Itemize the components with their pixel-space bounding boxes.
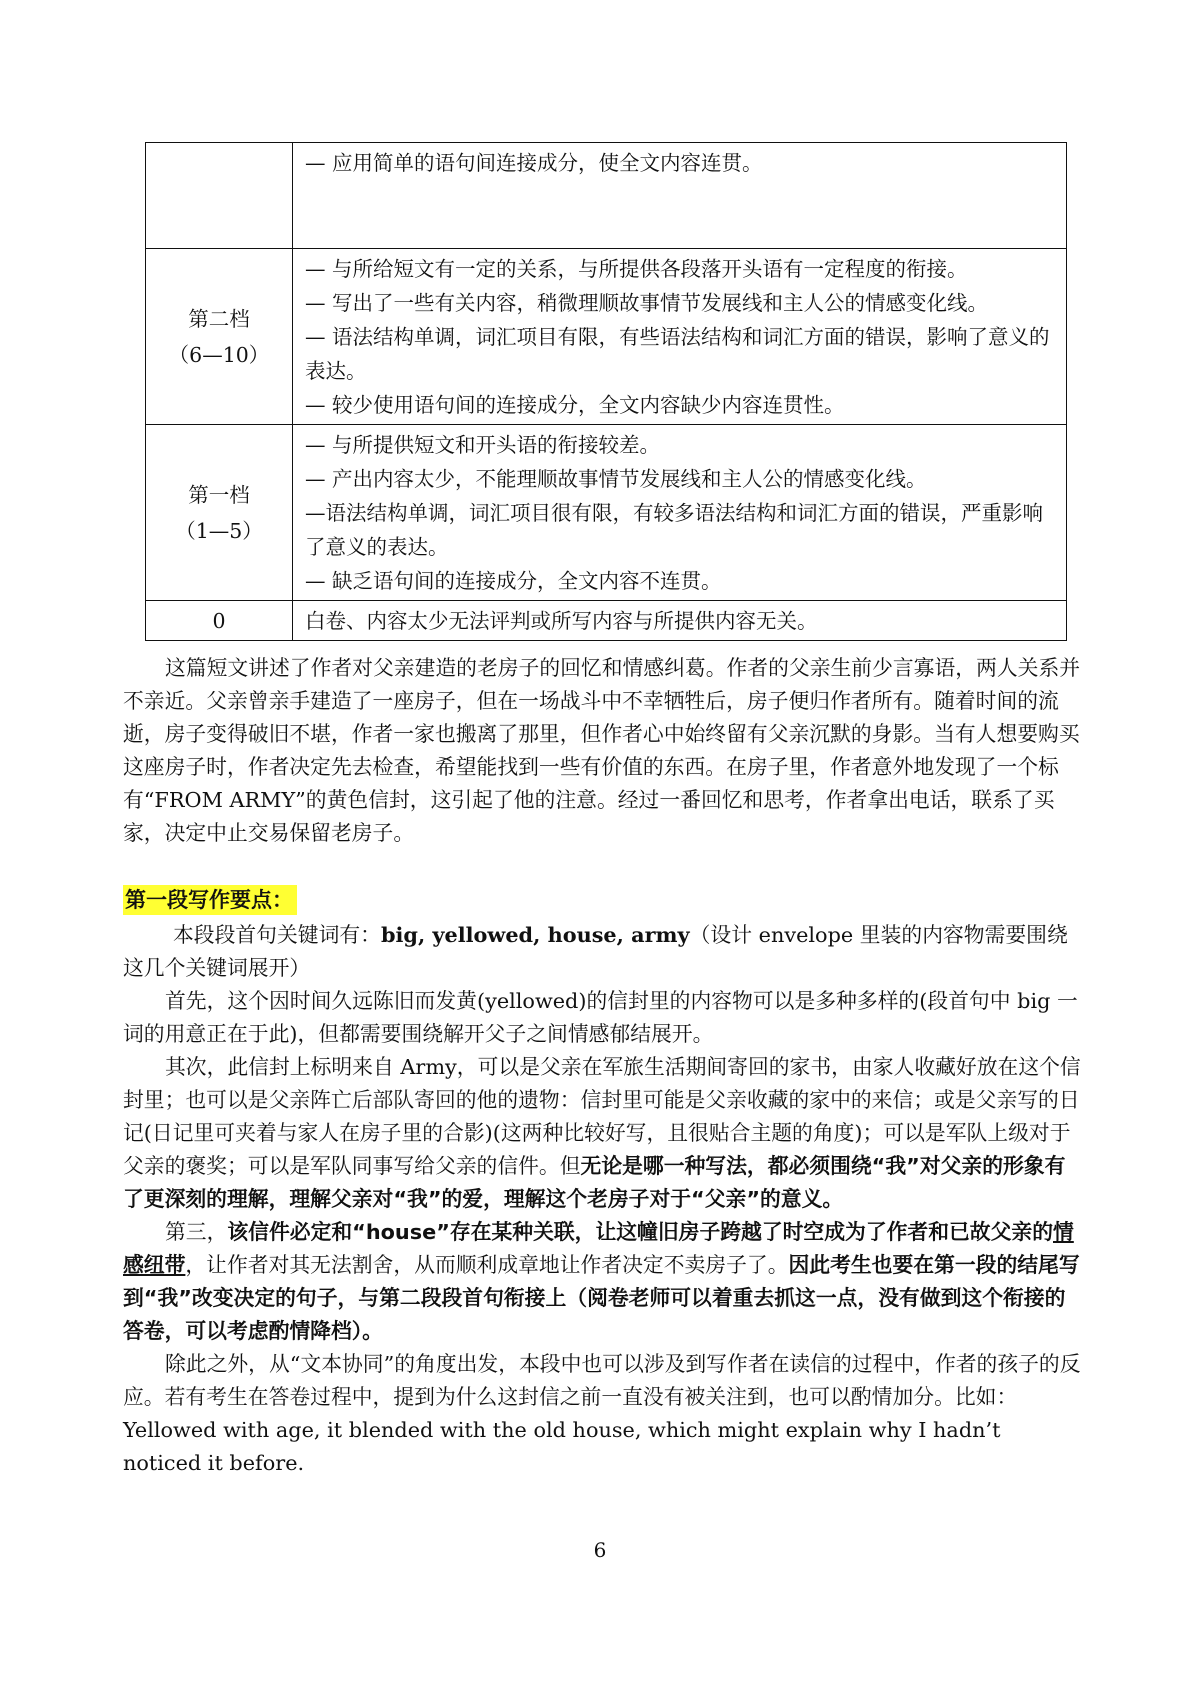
point-second-paragraph: [123, 1051, 1085, 1216]
point-third-emphasis: 该信件必定和“house”存在某种关联，让这幢旧房子跨越了时空成为了作者和已故父亲的: [227, 1220, 1053, 1244]
rubric-row: [146, 143, 1067, 249]
rubric-criterion: —语法结构单调，词汇项目很有限，有较多语法结构和词汇方面的错误，严重影响了意义的表达。: [305, 501, 1043, 559]
point-second-text: 其次，此信封上标明来自 Army，可以是父亲在军旅生活期间寄回的家书，由家人收藏好放在这个信封里；也可以是父亲阵亡后部队寄回的他的遗物：信封里可能是父亲收藏的家中的来信；或是父亲写的日记(日记里可夹着与家人在房子里的合影)(这两种比较好写，且很贴合主题的角度)；可以是军队上级对于父亲的褒奖；可以是军队同事写给父亲的信件。但: [123, 1055, 1081, 1178]
rubric-grade-cell: [146, 601, 293, 641]
rubric-grade-cell: [146, 249, 293, 425]
keywords-paragraph: [123, 918, 1085, 985]
page-number: 6: [593, 1538, 607, 1562]
rubric-criterion: — 较少使用语句间的连接成分，全文内容缺少内容连贯性。: [305, 393, 845, 417]
grade-name: 第一档: [188, 482, 250, 507]
scoring-rubric-table: [145, 142, 1067, 641]
rubric-row: [146, 249, 1067, 425]
rubric-row: [146, 425, 1067, 601]
point-first-paragraph: 首先，这个因时间久远陈旧而发黄(yellowed)的信封里的内容物可以是多种多样的(段首句中 big 一词的用意正在于此)，但都需要围绕解开父子之间情感郁结展开。: [123, 989, 1078, 1046]
rubric-description-cell: [293, 143, 1067, 249]
point-third-paragraph: [123, 1216, 1085, 1348]
rubric-grade-cell: [146, 143, 293, 249]
rubric-description-cell: [293, 249, 1067, 425]
rubric-criterion: — 缺乏语句间的连接成分，全文内容不连贯。: [305, 569, 722, 593]
grade-score-range: （1—5）: [175, 518, 263, 543]
point-third-requirement: 因此考生也要在第一段的结尾写到“我”改变决定的句子，与第二段段首句衔接上（阅卷老师可以着重去抓这一点，没有做到这个衔接的答卷，可以考虑酌情降档）。: [123, 1253, 1080, 1343]
rubric-description-cell: [293, 425, 1067, 601]
section-heading: 第一段写作要点：: [123, 885, 297, 915]
point-third-text: ，让作者对其无法割舍，从而顺利成章地让作者决定不卖房子了。: [185, 1253, 789, 1277]
rubric-description-cell: [293, 601, 1067, 641]
summary-paragraph: 这篇短文讲述了作者对父亲建造的老房子的回忆和情感纠葛。作者的父亲生前少言寡语，两人关系并不亲近。父亲曾亲手建造了一座房子，但在一场战斗中不幸牺牲后，房子便归作者所有。随着时间的流逝，房子变得破旧不堪，作者一家也搬离了那里，但作者心中始终留有父亲沉默的身影。当有人想要购买这座房子时，作者决定先去检查，希望能找到一些有价值的东西。在房子里，作者意外地发现了一个标有“FROM ARMY”的黄色信封，这引起了他的注意。经过一番回忆和思考，作者拿出电话，联系了买家，决定中止交易保留老房子。: [123, 656, 1081, 845]
rubric-criterion: — 语法结构单调，词汇项目有限，有些语法结构和词汇方面的错误，影响了意义的表达。: [305, 325, 1050, 383]
keywords-intro: 本段段首句关键词有：: [173, 923, 381, 947]
emotional-bond-term: 情感纽带: [123, 1220, 1074, 1277]
rubric-criterion: 白卷、内容太少无法评判或所写内容与所提供内容无关。: [305, 609, 818, 633]
grade-name: 0: [212, 608, 226, 633]
keywords-note: （设计 envelope 里装的内容物需要围绕这几个关键词展开）: [123, 923, 1068, 980]
rubric-criterion: — 产出内容太少，不能理顺故事情节发展线和主人公的情感变化线。: [305, 467, 927, 491]
point-third-lead: 第三，: [165, 1220, 228, 1244]
grade-name: 第二档: [188, 306, 250, 331]
extra-points-paragraph: 除此之外，从“文本协同”的角度出发，本段中也可以涉及到写作者在读信的过程中，作者的孩子的反应。若有考生在答卷过程中，提到为什么这封信之前一直没有被关注到，也可以酌情加分。比如：Yellowed with age, it blended with the old house, which might explain why I hadn’t noticed it before.: [123, 1352, 1081, 1475]
rubric-criterion: — 与所给短文有一定的关系，与所提供各段落开头语有一定程度的衔接。: [305, 257, 968, 281]
rubric-criterion: — 与所提供短文和开头语的衔接较差。: [305, 433, 661, 457]
rubric-criterion: — 写出了一些有关内容，稍微理顺故事情节发展线和主人公的情感变化线。: [305, 291, 989, 315]
section-1-body: [123, 918, 1085, 1480]
rubric-criterion: — 应用简单的语句间连接成分，使全文内容连贯。: [305, 151, 763, 175]
rubric-grade-cell: [146, 425, 293, 601]
story-summary: [123, 652, 1085, 850]
point-second-emphasis: 无论是哪一种写法，都必须围绕“我”对父亲的形象有了更深刻的理解，理解父亲对“我”的爱，理解这个老房子对于“父亲”的意义。: [123, 1154, 1066, 1211]
keywords-list: big, yellowed, house, army: [380, 922, 690, 947]
grade-score-range: （6—10）: [168, 342, 270, 367]
rubric-row: [146, 601, 1067, 641]
